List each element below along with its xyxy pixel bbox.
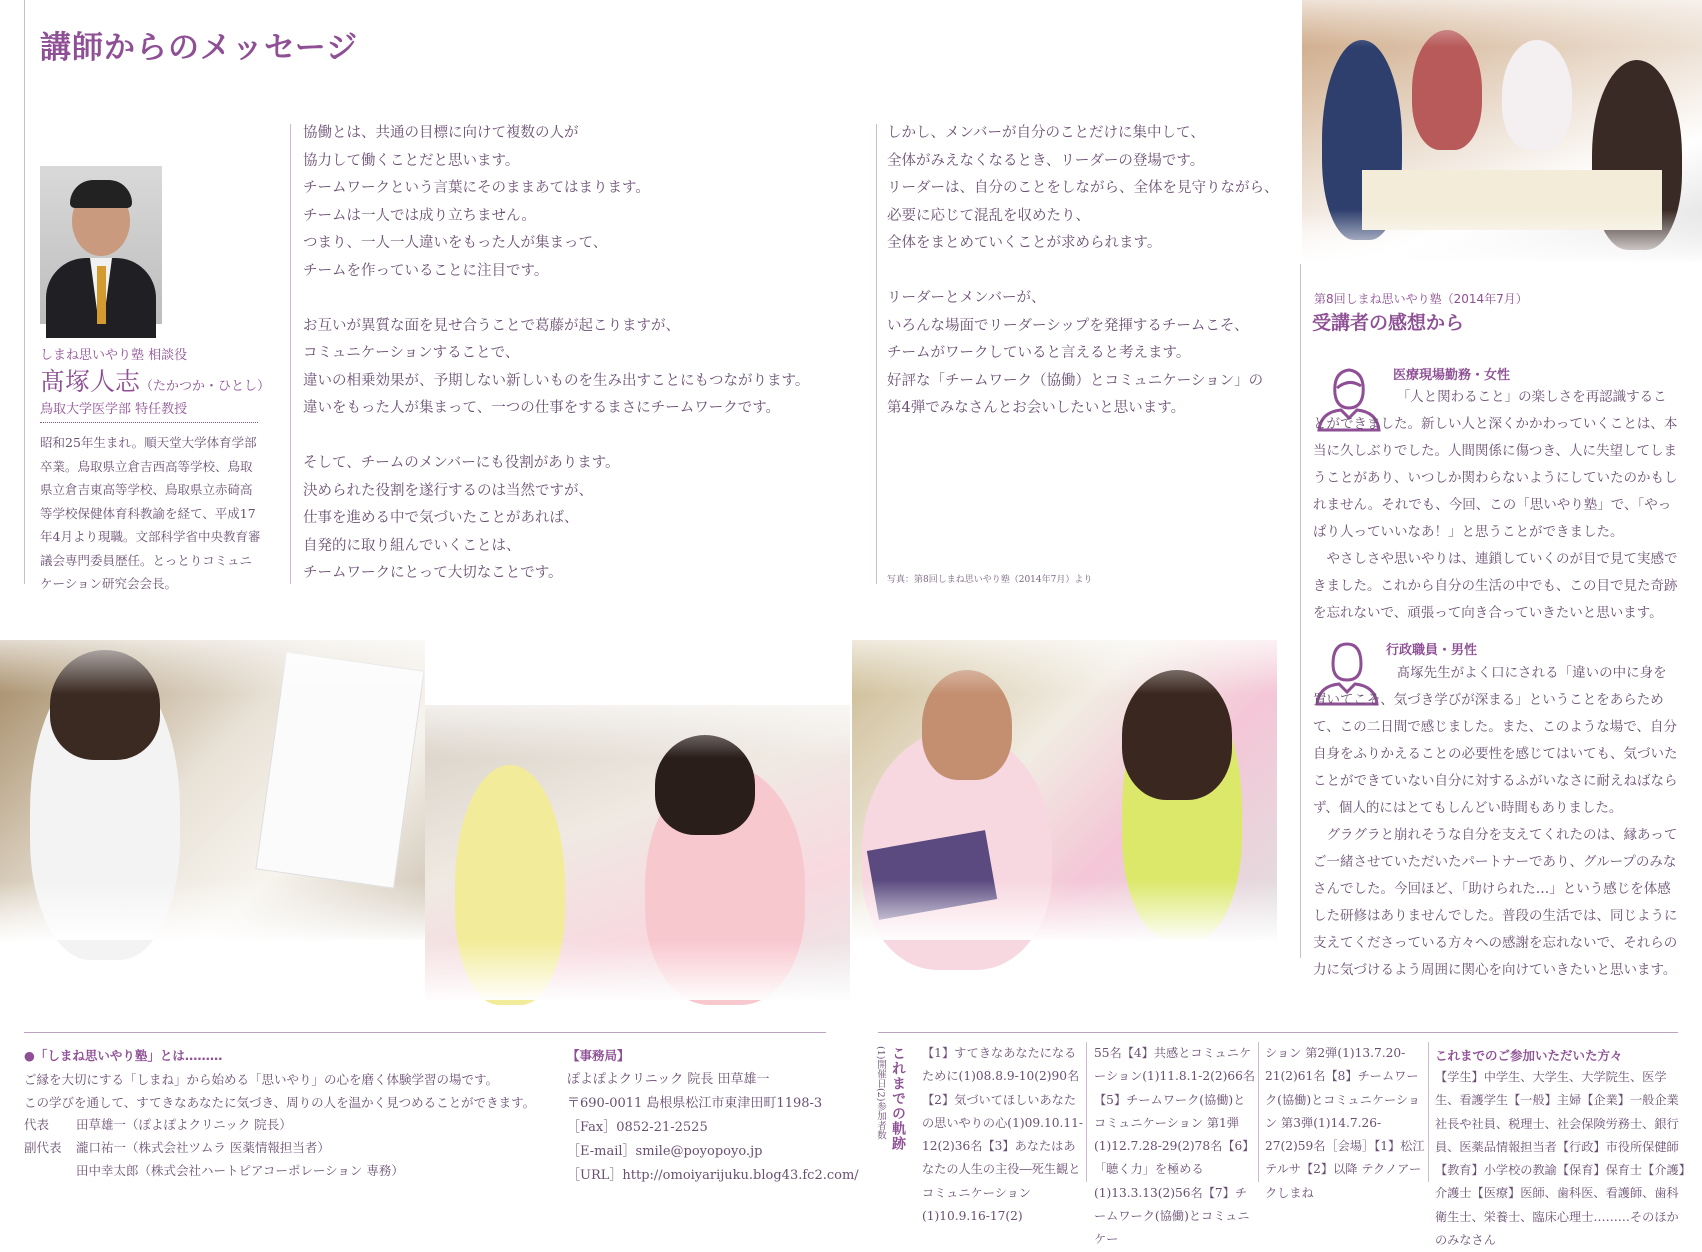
lecturer-affiliation: 鳥取大学医学部 特任教授 (40, 402, 188, 417)
impressions-subtitle: 第8回しまね思いやり塾（2014年7月） (1314, 292, 1528, 306)
message-line: 決められた役割を遂行するのは当然ですが、 (303, 482, 593, 499)
staff-label (24, 1159, 76, 1182)
staff-value: 瀧口祐一（株式会社ツムラ 医薬情報担当者） (76, 1140, 330, 1155)
office-postal: 〒690-0011 島根県松江市東津田町1198-3 (567, 1096, 823, 1111)
photo-paper (255, 651, 424, 888)
staff-label: 副代表 (24, 1140, 62, 1155)
staff-row (24, 1136, 404, 1159)
photo-folder (867, 830, 997, 920)
footer-rule-right (878, 1032, 1678, 1033)
workshop-photo-top (1302, 0, 1702, 262)
message-paragraph (303, 313, 809, 423)
staff-value: 田草雄一（ぽよぽよクリニック 院長） (76, 1117, 292, 1132)
message-line: チームワークにとって大切なことです。 (303, 565, 563, 581)
staff-label: 代表 (24, 1117, 50, 1132)
impressions-title: 受講者の感想から (1312, 312, 1465, 334)
history-rule-2 (1258, 1042, 1259, 1182)
history-column-2: 55名【4】共感とコミュニケーション(1)11.8.1-2(2)66名【5】チームワーク(協働)とコミュニケーション 第1弾(1)12.7.28-29(2)78名【6】「聴く力」を極める(1)13.3.13(2)56名【7】チームワーク(協働)とコミュニケー (1094, 1046, 1256, 1247)
voice-2-label: 行政職員・男性 (1386, 643, 1478, 658)
history-heading: これまでの軌跡 (890, 1046, 906, 1151)
photo-person (1592, 60, 1682, 250)
lecturer-name (40, 362, 270, 398)
workshop-photo-2 (425, 705, 850, 1000)
column-rule-2 (876, 124, 877, 584)
lecturer-role: しまね思いやり塾 相談役 (40, 348, 188, 363)
message-line: 協働とは、共通の目標に向けて複数の人が (303, 125, 579, 141)
lecturer-name-reading: （たかつか・ひとし） (140, 379, 271, 394)
voice-1-paragraph: 「人と関わること」の楽しさを再認識することができました。新しい人と深くかかわっていくことは、本当に久しぶりでした。人間関係に傷つき、人に失望してしまうことがあり、いつしか関わらないようにしていたのかもしれません。それでも、今回、この「思いやり塾」で、「やっぱり人っていいなあ！」と思うことができました。 (1313, 389, 1678, 540)
message-line: コミュニケーションすることで、 (303, 345, 520, 361)
footer-rule-left (24, 1032, 826, 1033)
message-line: 全体をまとめていくことが求められます。 (887, 235, 1162, 251)
about-line: この学びを通して、すてきなあなたに気づき、周りの人を温かく見つめることができます。 (24, 1095, 536, 1110)
history-rule-1 (1086, 1042, 1087, 1182)
message-line: チームは一人では成り立ちません。 (303, 207, 536, 224)
message-line: 違いの相乗効果が、予期しない新しいものを生み出すことにもつながります。 (303, 372, 810, 389)
photo-person (1412, 30, 1482, 150)
staff-row (24, 1113, 404, 1136)
column-rule-3 (1300, 264, 1301, 958)
message-line: しかし、メンバーが自分のことだけに集中して、 (887, 125, 1205, 141)
photo-person (1322, 40, 1402, 240)
photo-person-face (922, 670, 1012, 780)
about-title: ●「しまね思いやり塾」とは……… (24, 1048, 223, 1063)
message-line: 第4弾でみなさんとお会いしたいと思います。 (887, 400, 1186, 416)
voice-2-paragraph: グラグラと崩れそうな自分を支えてくれたのは、縁あってご一緒させていただいたパートナーであり、グループのみなさんでした。今回ほど、「助けられた…」という感じを体感した研修はありませんでした。普段の生活では、同じように支えてくださっている方々への感謝を忘れないで、それらの力に気づけるよう周囲に関心を向けていきたいと思います。 (1313, 827, 1678, 978)
photo-caption: 写真：第8回しまね思いやり塾（2014年7月）より (887, 575, 1093, 585)
message-column-2 (887, 120, 1279, 450)
message-paragraph (303, 450, 809, 588)
message-line: チームワークという言葉にそのままあてはまります。 (303, 180, 650, 196)
photo-table (1362, 170, 1662, 230)
left-rule (24, 0, 25, 584)
message-line: そして、チームのメンバーにも役割があります。 (303, 455, 620, 471)
message-line: 協力して働くことだと思います。 (303, 152, 520, 169)
message-paragraph (887, 120, 1279, 258)
voice-2-paragraph: 髙塚先生がよく口にされる「違いの中に身を置いてこそ、気づき学びが深まる」ということをあらためて、この二日間で感じました。また、このような場で、自分自身をふりかえることの必要性を感じてはいても、気づいたことができていない自分に対するふがいなさに耐えねばならず、個人的にはとてもしんどい時間もありました。 (1313, 665, 1678, 816)
photo-person (645, 765, 805, 1005)
office-title: 【事務局】 (567, 1048, 630, 1063)
photo-person (862, 730, 1052, 970)
message-line: いろんな場面でリーダーシップを発揮するチームこそ、 (887, 317, 1249, 334)
message-paragraph (303, 120, 809, 285)
message-paragraph (887, 285, 1279, 423)
participants-title: これまでのご参加いただいた方々 (1435, 1048, 1623, 1063)
photo-person (30, 660, 180, 960)
participants-text: 【学生】中学生、大学生、大学院生、医学生、看護学生【一般】主婦【企業】一般企業社長や社員、税理士、社会保険労務士、銀行員、医薬品情報担当者【行政】市役所保健師【教育】小学校の教諭【保育】保育士【介護】介護士【医療】医師、歯科医、看護師、歯科衛生士、栄養士、臨床心理士………そのほかのみなさん (1435, 1070, 1685, 1248)
message-column-1 (303, 120, 809, 615)
photo-person (1502, 40, 1572, 150)
message-line: お互いが異質な面を見せ合うことで葛藤が起こりますが、 (303, 317, 680, 334)
voice-2-text (1313, 660, 1679, 984)
staff-row (24, 1159, 404, 1182)
history-column-3: ション 第2弾(1)13.7.20-21(2)61名【8】チームワーク(協働)とコミュニケーション 第3弾(1)14.7.26-27(2)59名［会場］【1】松江テルサ【2】以降 テクノアークしまね (1265, 1046, 1425, 1200)
workshop-photo-1 (0, 640, 425, 940)
photo-person-hair (655, 735, 755, 835)
office-url-link[interactable]: ［URL］http://omoiyarijuku.blog43.fc2.com/ (567, 1168, 859, 1183)
message-line: 仕事を進める中で気づいたことがあれば、 (303, 510, 579, 526)
message-line: 必要に応じて混乱を収めたり、 (887, 207, 1090, 224)
voice-1-paragraph: やさしさや思いやりは、連鎖していくのが目で見て実感できました。これから自分の生活の中でも、この目で見た奇跡を忘れないで、頑張って向き合っていきたいと思います。 (1313, 551, 1678, 621)
portrait-hair (70, 180, 132, 208)
staff-value: 田中幸太郎（株式会社ハートピアコーポレーション 専務） (76, 1163, 404, 1178)
lecturer-name-text: 髙塚人志 (40, 367, 141, 396)
photo-person (1122, 680, 1242, 940)
voice-1-label: 医療現場勤務・女性 (1393, 368, 1511, 383)
office-fax: ［Fax］0852-21-2525 (567, 1120, 708, 1135)
column-rule-1 (290, 124, 291, 584)
message-line: 自発的に取り組んでいくことは、 (303, 537, 521, 554)
workshop-photo-3 (852, 640, 1277, 940)
portrait-tie (97, 266, 106, 324)
photo-person-hair (50, 650, 160, 760)
history-column-1: 【1】すてきなあなたになるために(1)08.8.9-10(2)90名【2】気づいてほしいあなたの思いやりの心(1)09.10.11-12(2)36名【3】あなたはあなたの人生の主役―死生観とコミュニケーション(1)10.9.16-17(2) (922, 1046, 1083, 1224)
message-line: 好評な「チームワーク（協働）とコミュニケーション」の (887, 372, 1264, 389)
about-line: ご縁を大切にする「しまね」から始める「思いやり」の心を磨く体験学習の場です。 (24, 1072, 499, 1087)
office-email-link[interactable]: ［E-mail］smile@poyopoyo.jp (567, 1144, 763, 1159)
staff-list (24, 1113, 404, 1182)
page-title: 講師からのメッセージ (40, 30, 359, 66)
message-line: チームを作っていることに注目です。 (303, 262, 549, 279)
history-rule-3 (1428, 1042, 1429, 1182)
message-line: 違いをもった人が集まって、一つの仕事をするまさにチームワークです。 (303, 400, 781, 416)
voice-1-text (1313, 384, 1679, 627)
office-info (567, 1068, 859, 1188)
message-line: リーダーとメンバーが、 (887, 290, 1046, 306)
message-line: 全体がみえなくなるとき、リーダーの登場です。 (887, 152, 1205, 169)
photo-person (455, 765, 565, 1005)
message-line: リーダーは、自分のことをしながら、全体を見守りながら、 (887, 180, 1279, 196)
lecturer-portrait (40, 166, 162, 324)
about-text (24, 1068, 544, 1114)
message-line: つまり、一人一人違いをもった人が集まって、 (303, 235, 608, 251)
lecturer-bio: 昭和25年生まれ。順天堂大学体育学部卒業。鳥取県立倉吉西高等学校、鳥取県立倉吉東高等学校、鳥取県立赤碕高等学校保健体育科教諭を経て、平成17年4月より現職。文部科学省中央教育審議会専門委員歴任。とっとりコミュニケーション研究会会長。 (40, 435, 261, 591)
photo-person-hair (1122, 670, 1232, 800)
dotted-divider (40, 422, 258, 423)
office-line: ぽよぽよクリニック 院長 田草雄一 (567, 1072, 770, 1087)
message-line: チームがワークしていると言えると考えます。 (887, 345, 1191, 361)
history-note: (1)開催日(2)参加者数 (875, 1046, 886, 1140)
